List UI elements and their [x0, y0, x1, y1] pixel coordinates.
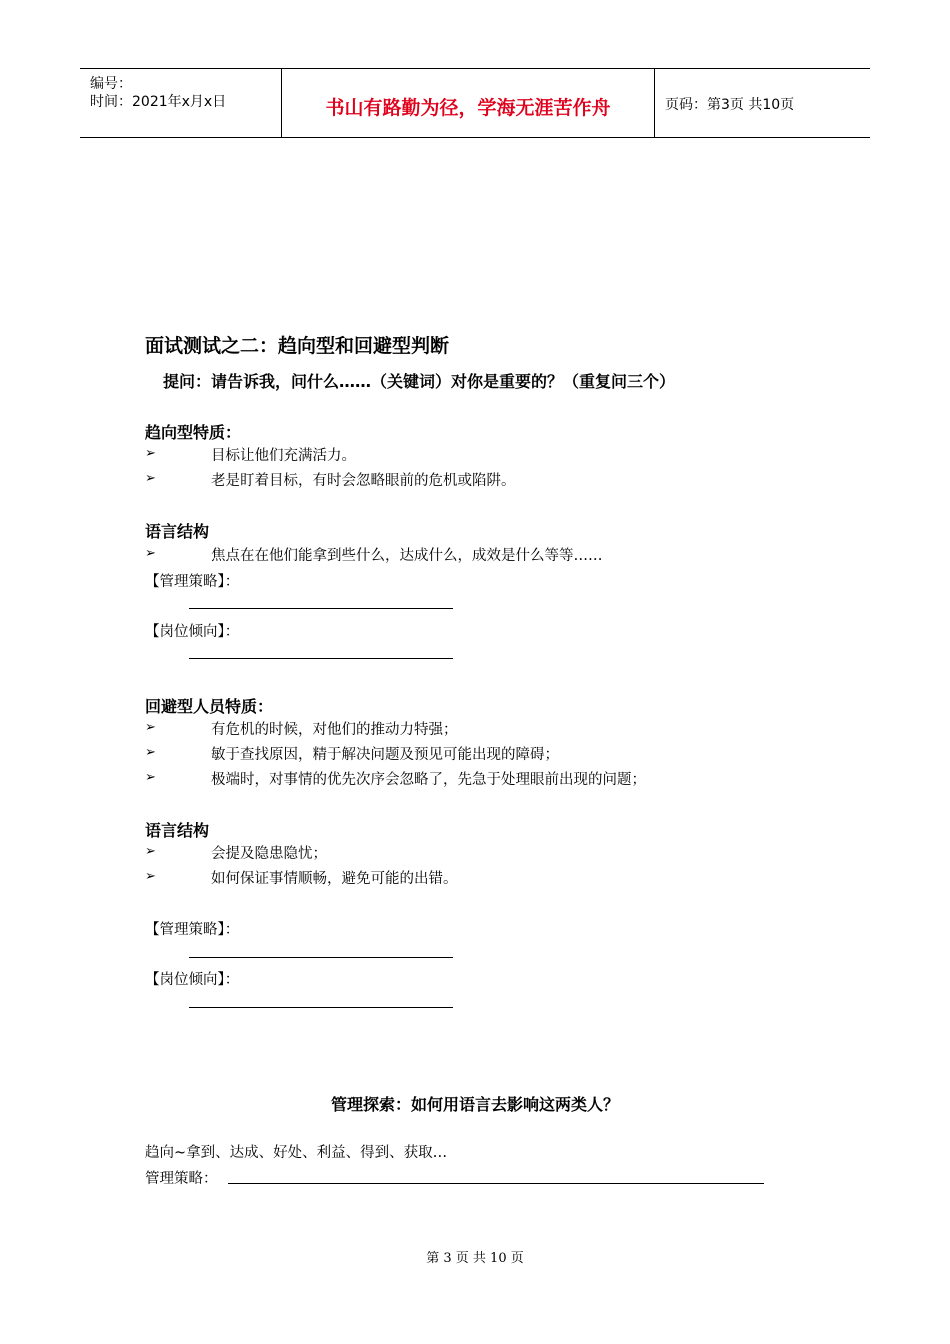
- bullet-icon: ➢: [145, 770, 156, 785]
- answer-line: [189, 1007, 453, 1008]
- list-item: 有危机的时候，对他们的推动力特强；: [211, 722, 458, 738]
- section-language-heading: 语言结构: [145, 821, 210, 840]
- list-item: 目标让他们充满活力。: [211, 448, 356, 464]
- header-meta-cell: [80, 69, 282, 137]
- management-strategy-label: 【管理策略】：: [145, 922, 240, 938]
- bullet-icon: ➢: [145, 546, 156, 561]
- list-item: 如何保证事情顺畅，避免可能的出错。: [211, 871, 458, 887]
- header-motto-cell: [282, 69, 655, 137]
- document-title: 面试测试之二：趋向型和回避型判断: [145, 335, 450, 357]
- list-item: 焦点在在他们能拿到些什么，达成什么，成效是什么等等……: [211, 548, 603, 564]
- approach-keywords: 趋向~拿到、达成、好处、利益、得到、获取…: [145, 1145, 448, 1161]
- answer-line: [189, 957, 453, 958]
- bullet-icon: ➢: [145, 720, 156, 735]
- bullet-icon: ➢: [145, 844, 156, 859]
- management-strategy-label: 管理策略：: [145, 1171, 218, 1187]
- bullet-icon: ➢: [145, 869, 156, 884]
- answer-line: [189, 608, 453, 609]
- bullet-icon: ➢: [145, 471, 156, 486]
- list-item: 会提及隐患隐忧；: [211, 846, 327, 862]
- motto: 书山有路勤为径，学海无涯苦作舟: [325, 97, 611, 119]
- number-label: 编号：: [90, 76, 132, 92]
- page-footer: 第 3 页 共 10 页: [426, 1251, 524, 1266]
- date-label: 时间：2021年x月x日: [90, 94, 227, 110]
- answer-line: [189, 658, 453, 659]
- position-tendency-label: 【岗位倾向】：: [145, 624, 240, 640]
- section-approach-heading: 趋向型特质：: [145, 423, 242, 442]
- bullet-icon: ➢: [145, 745, 156, 760]
- page-info: 页码：第3页 共10页: [665, 97, 795, 113]
- bullet-icon: ➢: [145, 446, 156, 461]
- section-language-heading: 语言结构: [145, 522, 210, 541]
- list-item: 老是盯着目标，有时会忽略眼前的危机或陷阱。: [211, 473, 516, 489]
- list-item: 极端时，对事情的优先次序会忽略了，先急于处理眼前出现的问题；: [211, 772, 646, 788]
- position-tendency-label: 【岗位倾向】：: [145, 972, 240, 988]
- section-avoidance-heading: 回避型人员特质：: [145, 697, 274, 716]
- list-item: 敏于查找原因，精于解决问题及预见可能出现的障碍；: [211, 747, 559, 763]
- exploration-heading: 管理探索：如何用语言去影响这两类人？: [330, 1095, 619, 1114]
- page-header: [80, 68, 870, 138]
- answer-line: [228, 1183, 764, 1184]
- question-text: 提问：请告诉我，问什么……（关键词）对你是重要的？（重复问三个）: [163, 372, 676, 391]
- management-strategy-label: 【管理策略】：: [145, 574, 240, 590]
- header-page-cell: [655, 69, 870, 137]
